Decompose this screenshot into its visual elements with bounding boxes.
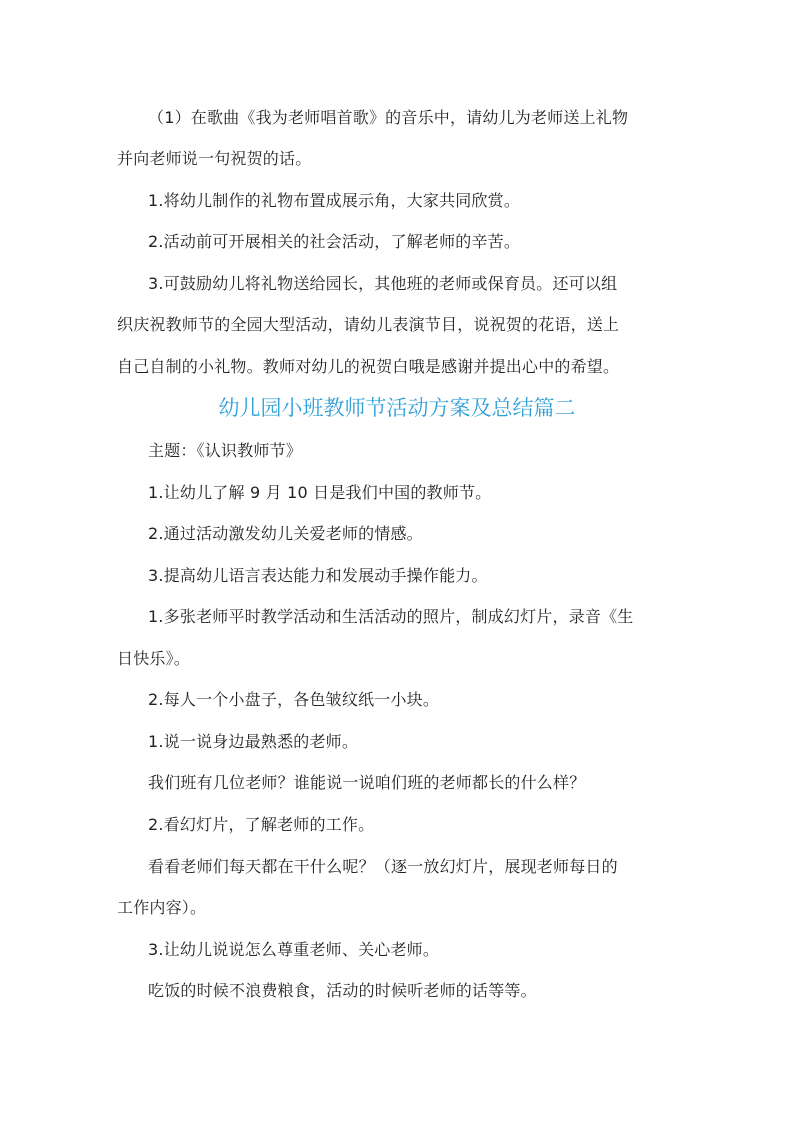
paragraph-line: 1.多张老师平时教学活动和生活活动的照片，制成幻灯片，录音《生 xyxy=(148,607,634,626)
paragraph-line: 3.可鼓励幼儿将礼物送给园长，其他班的老师或保育员。还可以组 xyxy=(148,274,618,293)
paragraph-line: 3.让幼儿说说怎么尊重老师、关心老师。 xyxy=(148,940,440,959)
paragraph-line: 2.看幻灯片，了解老师的工作。 xyxy=(148,815,375,834)
paragraph-line: 2.通过活动激发幼儿关爱老师的情感。 xyxy=(148,524,423,543)
paragraph-line: 2.活动前可开展相关的社会活动，了解老师的辛苦。 xyxy=(148,232,521,251)
paragraph-line: 2.每人一个小盘子，各色皱纹纸一小块。 xyxy=(148,690,440,709)
paragraph-line: 日快乐》。 xyxy=(117,649,191,668)
paragraph-line: 主题：《认识教师节》 xyxy=(148,441,303,460)
paragraph-line: 织庆祝教师节的全园大型活动，请幼儿表演节目，说祝贺的花语，送上 xyxy=(117,315,620,334)
paragraph-line: 1.将幼儿制作的礼物布置成展示角，大家共同欣赏。 xyxy=(148,191,521,210)
paragraph-line: 1.让幼儿了解 9 月 10 日是我们中国的教师节。 xyxy=(148,483,492,502)
paragraph-line: 自己自制的小礼物。教师对幼儿的祝贺白哦是感谢并提出心中的希望。 xyxy=(117,357,620,376)
paragraph-line: （1）在歌曲《我为老师唱首歌》的音乐中，请幼儿为老师送上礼物 xyxy=(148,108,629,127)
paragraph-line: 1.说一说身边最熟悉的老师。 xyxy=(148,732,359,751)
paragraph-line: 我们班有几位老师？谁能说一说咱们班的老师都长的什么样？ xyxy=(148,773,586,792)
paragraph-line: 吃饭的时候不浪费粮食，活动的时候听老师的话等等。 xyxy=(148,981,537,1000)
paragraph-line: 工作内容）。 xyxy=(117,898,207,917)
paragraph-line: 并向老师说一句祝贺的话。 xyxy=(117,149,312,168)
section-heading: 幼儿园小班教师节活动方案及总结篇二 xyxy=(218,396,576,420)
paragraph-line: 看看老师们每天都在干什么呢？（逐一放幻灯片，展现老师每日的 xyxy=(148,857,618,876)
paragraph-line: 3.提高幼儿语言表达能力和发展动手操作能力。 xyxy=(148,566,488,585)
